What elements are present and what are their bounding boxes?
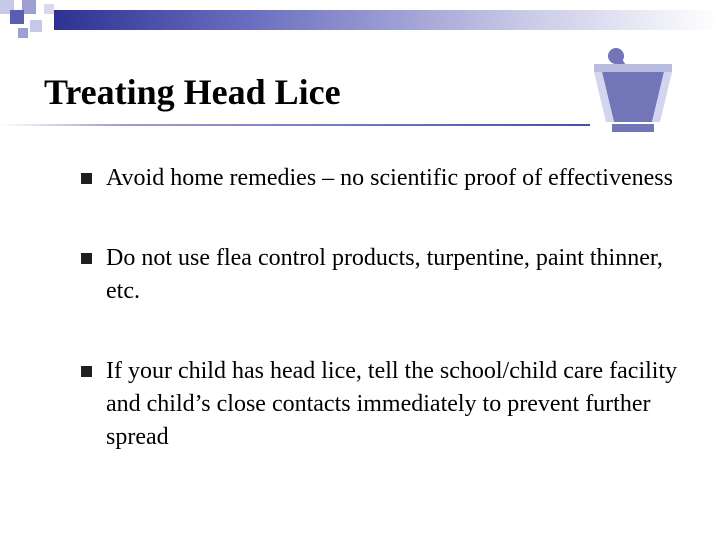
square-bullet-icon bbox=[81, 173, 92, 184]
bullet-item bbox=[78, 242, 678, 308]
corner-decoration bbox=[0, 0, 60, 44]
slide-title: Treating Head Lice bbox=[44, 72, 341, 112]
bullet-item bbox=[78, 162, 678, 195]
title-divider bbox=[0, 124, 590, 126]
square-bullet-icon bbox=[81, 366, 92, 377]
mortar-and-pestle-icon bbox=[590, 44, 676, 144]
header-gradient-bar bbox=[54, 10, 720, 30]
bullet-item bbox=[78, 355, 678, 454]
square-bullet-icon bbox=[81, 253, 92, 264]
bullet-text: Avoid home remedies – no scientific proof of effectiveness bbox=[106, 165, 673, 191]
bullet-list bbox=[78, 162, 678, 501]
bullet-text: Do not use flea control products, turpentine, paint thinner, etc. bbox=[106, 245, 663, 304]
bullet-text: If your child has head lice, tell the school/child care facility and child’s close contacts immediately to prevent further spread bbox=[106, 358, 678, 450]
